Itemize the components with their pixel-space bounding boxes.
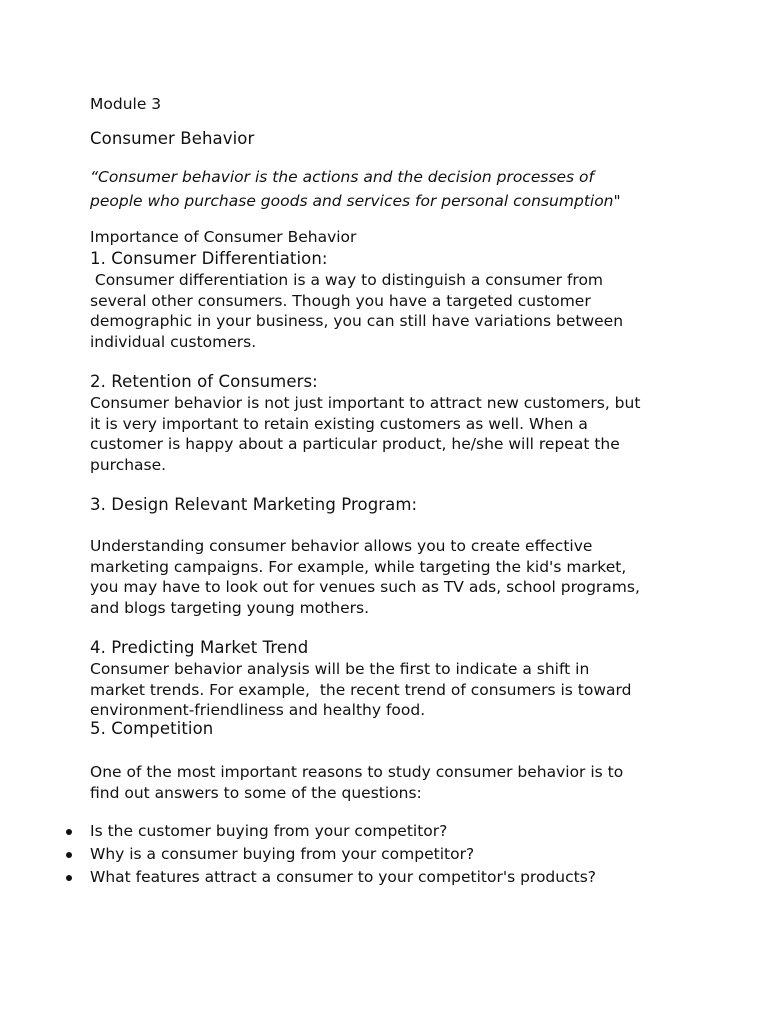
section-body-marketing-program	[90, 536, 710, 618]
section-body-market-trend	[90, 659, 710, 721]
body-line: find out answers to some of the questions:	[90, 783, 422, 802]
section-heading-competition: 5. Competition	[90, 719, 214, 738]
list-item-text: Why is a consumer buying from your competitor?	[90, 845, 475, 863]
body-line: environment-friendliness and healthy food.	[90, 701, 426, 719]
body-line: and blogs targeting young mothers.	[90, 598, 370, 617]
body-line: demographic in your business, you can still have variations between	[90, 312, 624, 330]
quote-line: people who purchase goods and services for personal consumption"	[90, 192, 621, 210]
body-line: several other consumers. Though you have a targeted customer	[90, 291, 591, 310]
body-line: marketing campaigns. For example, while targeting the kid's market,	[90, 557, 627, 576]
bullet-icon	[66, 852, 72, 858]
section-heading-differentiation: 1. Consumer Differentiation:	[90, 249, 328, 268]
quote-line: “Consumer behavior is the actions and the decision processes of	[90, 168, 594, 186]
body-line: One of the most important reasons to study consumer behavior is to	[90, 763, 624, 781]
list-item	[66, 820, 596, 843]
body-line: customer is happy about a particular product, he/she will repeat the	[90, 435, 620, 453]
body-line: individual customers.	[90, 332, 257, 351]
body-line: Consumer behavior analysis will be the first to indicate a shift in	[90, 660, 590, 678]
list-item-text: Is the customer buying from your competitor?	[90, 822, 448, 840]
section-body-differentiation	[90, 270, 710, 352]
list-item-text: What features attract a consumer to your competitor's products?	[90, 868, 596, 886]
body-line: you may have to look out for venues such as TV ads, school programs,	[90, 578, 640, 596]
section-body-retention	[90, 393, 710, 475]
document-title: Consumer Behavior	[90, 129, 255, 148]
body-line: Understanding consumer behavior allows you to create effective	[90, 537, 593, 555]
bullet-icon	[66, 829, 72, 835]
section-body-competition	[90, 762, 710, 803]
list-item	[66, 866, 596, 889]
body-line: market trends. For example, the recent trend of consumers is toward	[90, 680, 632, 699]
definition-quote	[90, 165, 690, 213]
list-item	[66, 843, 596, 866]
competitor-questions-list	[66, 820, 596, 889]
body-line: it is very important to retain existing customers as well. When a	[90, 414, 588, 433]
body-line: Consumer differentiation is a way to distinguish a consumer from	[90, 271, 604, 289]
body-line: purchase.	[90, 455, 167, 474]
module-label: Module 3	[90, 95, 162, 113]
section-heading-marketing-program: 3. Design Relevant Marketing Program:	[90, 495, 418, 514]
bullet-icon	[66, 875, 72, 881]
section-heading-retention: 2. Retention of Consumers:	[90, 372, 318, 391]
section-heading-market-trend: 4. Predicting Market Trend	[90, 638, 309, 657]
importance-heading: Importance of Consumer Behavior	[90, 228, 357, 246]
body-line: Consumer behavior is not just important to attract new customers, but	[90, 394, 641, 412]
